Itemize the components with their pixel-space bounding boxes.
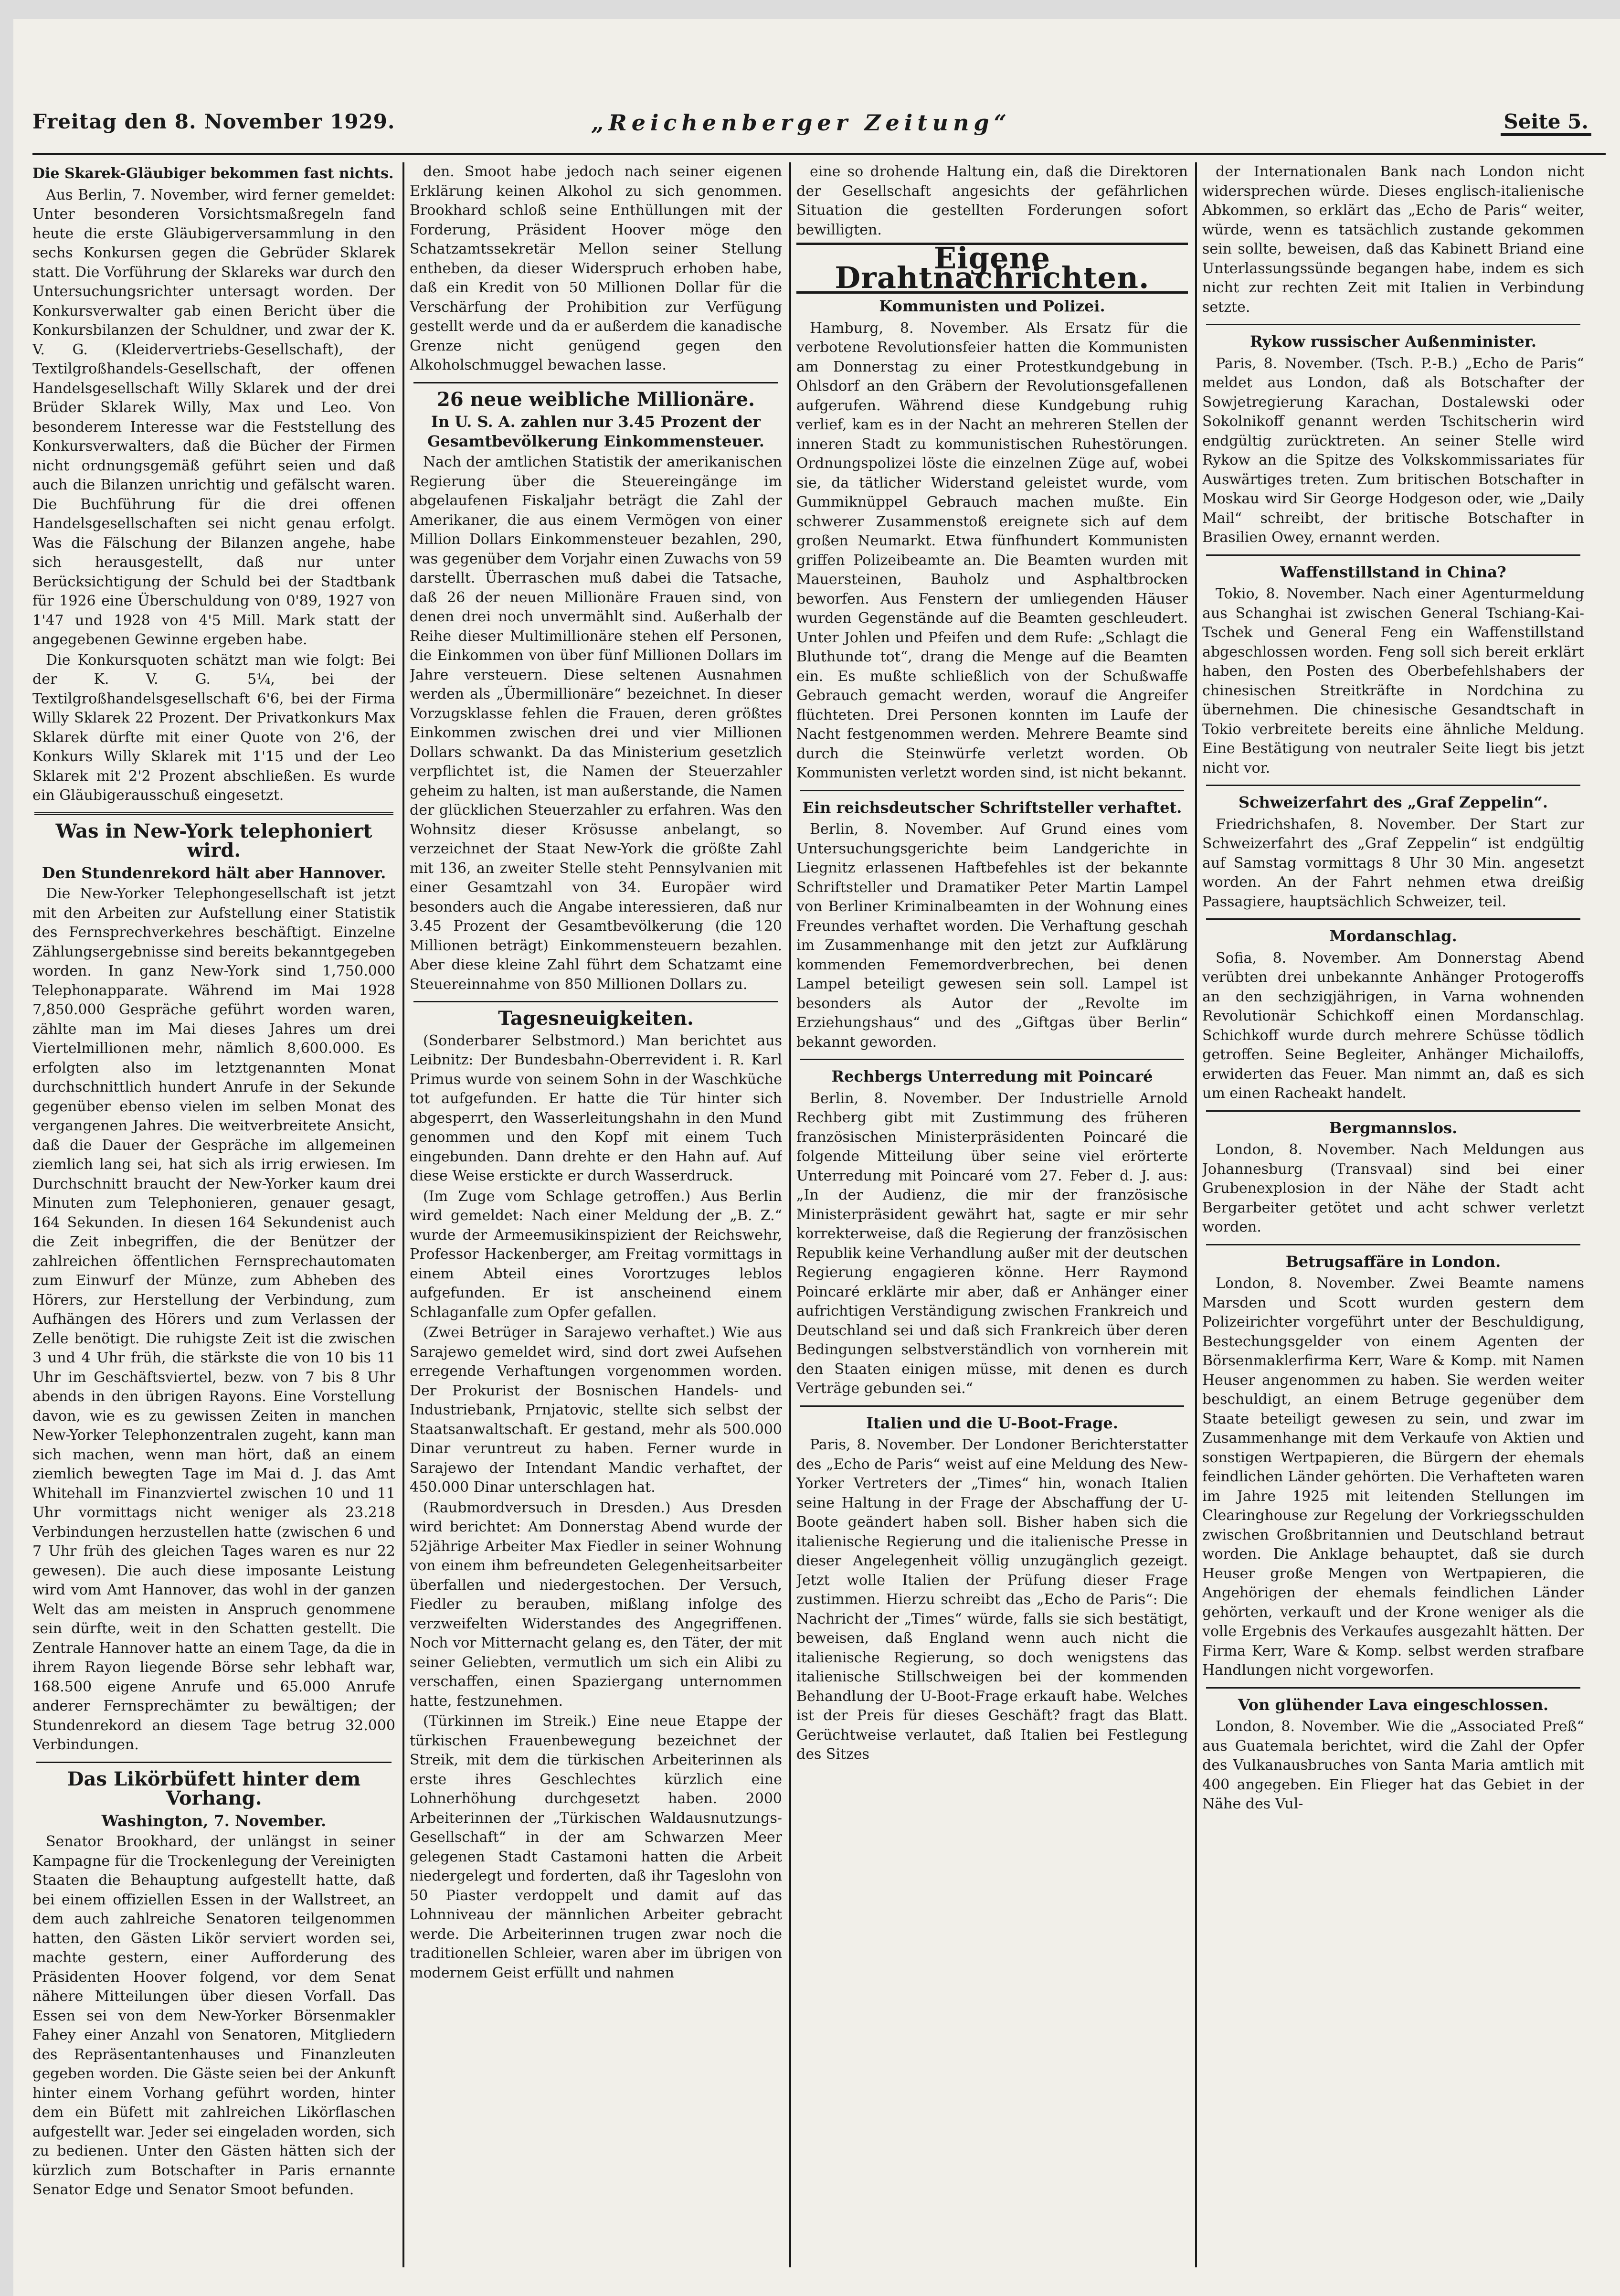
subheadline-newyork-telephone: Den Stundenrekord hält aber Hannover. [42,863,386,882]
article-betrugsaffaere: London, 8. November. Zwei Beamte namens Marsden und Scott wurden gestern dem Polizeirichter vorgeführt unter der Beschuldigung, Bestechungsgelder von einem Agenten der Börsenmaklerfirma Kerr, Ware & Komp. mit Namen Heuser angenommen zu haben. Sie werden weiter beschuldigt, an einem Betruge gegenüber dem Staate beteiligt gewesen zu sein, und zwar im Zusammenhange mit dem Verkaufe von Aktien und sonstigen Wertpapieren, die Bürgern der ehemals feindlichen Länder gehörten. Die Verhafteten waren im Jahre 1925 mit leitenden Stellungen im Clearinghouse zur Regelung der Vorkriegsschulden zwischen Großbritannien und Deutschland betraut worden. Die Anklage behauptet, daß sie durch Heuser große Mengen von Wertpapieren, die Angehörigen der ehemals feindlichen Länder gehörten, verkauft und der Krone weniger als die volle Ergebnis des Verkaufes ausgezahlt hätten. Der Firma Kerr, Ware & Komp. selbst werden strafbare Handlungen nicht vorgeworfen. [1202,1275,1584,1679]
column-rule [402,162,404,2267]
news-schlaganfall: (Im Zuge vom Schlage getroffen.) Aus Berlin wird gemeldet: Nach einer Meldung der „B. Z.“ wurde der Armeemusikinspizient der Reichswehr, Professor Hackenberger, am Freitag vormittags in einem Abteil eines Vorortzuges leblos aufgefunden. Er ist anscheinend einem Schlaganfalle zum Opfer gefallen. [410,1188,782,1321]
separator [1206,1687,1580,1689]
separator [413,382,778,383]
headline-rykow: Rykow russischer Außenminister. [1250,332,1536,351]
newspaper-page [13,19,1620,2296]
headline-lava: Von glühender Lava eingeschlossen. [1238,1695,1549,1714]
article-waffenstillstand: Tokio, 8. November. Nach einer Agenturmeldung aus Schanghai ist zwischen General Tschiang-Kai-Tschek und General Feng ein Waffenstillstand abgeschlossen worden. Feng soll sich bereit erklärt haben, den Posten des Oberbefehlshabers der chinesischen Streitkräfte in Nordchina zu übernehmen. Die chinesische Gesandtschaft in Tokio verbreitete bereits eine ähnliche Meldung. Eine Bestätigung von neutraler Seite liegt bis jetzt nicht vor. [1202,585,1584,776]
column-1 [32,162,395,2267]
article-newyork-telephone: Die New-Yorker Telephongesellschaft ist jetzt mit den Arbeiten zur Aufstellung einer Statistik des Fernsprechverkehres beschäftigt. Einzelne Zählungsergebnisse sind bereits bekanntgegeben worden. In ganz New-York sind 1,750.000 Telephonapparate. Während im Mai 1928 7,850.000 Gespräche geführt worden waren, zählte man im Mai dieses Jahres um drei Viertelmillionen mehr, nämlich 8,600.000. Es erfolgten also im letztgenannten Monat durchschnittlich hundert Anrufe in der Sekunde gegenüber ebenso vielen im selben Monat des vergangenen Jahres. Die weitverbreitete Ansicht, daß die Dauer der Gespräche im allgemeinen ziemlich lang sei, hat sich als irrig erwiesen. Im Durchschnitt braucht der New-Yorker kaum drei Minuten zum Telephonieren, genauer gesagt, 164 Sekunden. In diesen 164 Sekundenist auch die Zeit inbegriffen, die der Benützer der zahlreichen öffentlichen Fernsprechautomaten zum Einwurf der Münze, zum Abheben des Hörers, zur Herstellung der Verbindung, zum Aufhängen des Hörers und zum Verlassen der Zelle benötigt. Die ruhigste Zeit ist die zwischen 3 und 4 Uhr früh, die stärkste die von 10 bis 11 Uhr im Geschäftsviertel, bezw. von 7 bis 8 Uhr abends in den übrigen Rayons. Eine Vorstellung davon, wie es zu gewissen Zeiten in manchen New-Yorker Telephonzentralen zugeht, kann man sich machen, wenn man hört, daß an einem ziemlich bewegten Tage im Mai d. J. das Amt Whitehall im Finanzviertel zwischen 10 und 11 Uhr vormittags nicht weniger als 23.218 Verbindungen herzustellen hatte (zwischen 6 und 7 Uhr früh des gleichen Tages waren es nur 22 gewesen). Die auch diese imposante Leistung wird vom Amt Hannover, das wohl in der ganzen Welt das am meisten in Anspruch genommene sein dürfte, weit in den Schatten gestellt. Die Zentrale Hannover hatte an einem Tage, da die in ihrem Rayon liegende Börse sehr lebhaft war, 168.500 eigene Anrufe und 65.000 Anrufe anderer Fernsprechämter zu bewältigen; der Stundenrekord an diesem Tage betrug 32.000 Verbindungen. [32,885,395,1753]
article-lava: London, 8. November. Wie die „Associated Preß“ aus Guatemala berichtet, wird die Zahl der Opfer des Vulkanausbruches von Santa Maria amtlich mit 400 angegeben. Ein Flieger hat das Gebiet in der Nähe des Vul- [1202,1718,1584,1812]
separator [36,1762,392,1763]
column-4 [1202,162,1584,2267]
separator [1206,554,1580,556]
headline-mordanschlag: Mordanschlag. [1329,927,1457,945]
column-rule [1195,162,1197,2267]
column-3 [796,162,1188,2267]
headline-bergmannslos: Bergmannslos. [1329,1118,1458,1137]
article-likoerbuefett: Senator Brookhard, der unlängst in seiner Kampagne für die Trockenlegung der Vereinigten Staaten die Behauptung aufgestellt hatte, daß bei einem offiziellen Essen in der Wallstreet, an dem auch zahlreiche Senatoren teilgenommen hatten, den Gästen Likör serviert worden sei, machte gestern, einer Aufforderung des Präsidenten Hoover folgend, vor dem Senat nähere Mitteilungen über diesen Vorfall. Das Essen sei von dem New-Yorker Börsenmakler Fahey einer Anzahl von Senatoren, Mitgliedern des Repräsentantenhauses und Finanzleuten gegeben worden. Die Gäste seien bei der Ankunft hinter einem Vorhang geführt worden, hinter dem ein Büfett mit zahlreichen Likörflaschen aufgestellt war. Jeder sei eingeladen worden, sich zu bedienen. Unter den Gästen hätten sich der kürzlich zum Botschafter in Paris ernannte Senator Edge und Senator Smoot befunden. [32,1833,395,2198]
article-bergmannslos: London, 8. November. Nach Meldungen aus Johannesburg (Transvaal) sind bei einer Grubenexplosion in der Nähe der Stadt acht Bergarbeiter getötet und acht schwer verletzt worden. [1202,1141,1584,1235]
article-likoerbuefett-cont: den. Smoot habe jedoch nach seiner eigenen Erklärung keinen Alkohol zu sich genommen. Brookhard schloß seine Enthüllungen mit der Forderung, Präsident Hoover möge den Schatzamtssekretär Mellon seiner Stellung entheben, da dieser Widerspruch erhoben habe, daß ein Kredit von 50 Millionen Dollar für die Verschärfung der Prohibition zur Verfügung gestellt werde und da er außerdem die kanadische Grenze nicht genügend gegen den Alkoholschmuggel bewachen lasse. [410,163,782,373]
news-tuerkinnen: (Türkinnen im Streik.) Eine neue Etappe der türkischen Frauenbewegung bezeichnet der Streik, mit dem die türkischen Arbeiterinnen als erste ihres Geschlechtes kürzlich eine Lohnerhöhung durchgesetzt haben. 2000 Arbeiterinnen der „Türkischen Waldausnutzungs-Gesellschaft“ in der am Schwarzen Meer gelegenen Stadt Castamoni hatten die Arbeit niedergelegt und forderten, daß ihr Tageslohn von 50 Piaster verdoppelt und damit auf das Lohnniveau der männlichen Arbeiter gebracht werde. Die Arbeiterinnen trugen zwar noch die traditionellen Schleier, waren aber im übrigen von modernem Geist erfüllt und nahmen [410,1713,782,1981]
separator [1206,918,1580,920]
header-rule [32,153,1606,155]
article-rechberg: Berlin, 8. November. Der Industrielle Arnold Rechberg gibt mit Zustimmung des früheren französischen Ministerpräsidenten Poincaré die folgende Mitteilung über seine viel erörterte Unterredung mit Poincaré vom 27. Feber d. J. aus: „In der Audienz, die mir der französische Ministerpräsident gewährt hat, sagte er mir sehr korrekterweise, daß die Regierung der französischen Republik keine Verhandlung außer mit der deutschen Regierung engagieren könne. Herr Raymond Poincaré erklärte mir aber, daß er Anhänger einer aufrichtigen Verständigung zwischen Frankreich und Deutschland sei und daß sich Frankreich über deren Bedingungen selbstverständlich von vornherein mit den Staaten einigen müsse, mit denen es durch Verträge gebunden sei.“ [796,1090,1188,1397]
news-tuerkinnen-cont: eine so drohende Haltung ein, daß die Direktoren der Gesellschaft angesichts der gefährlichen Situation die gestellten Forderungen sofort bewilligten. [796,163,1188,238]
page-header [32,110,1610,148]
column-rule [789,162,791,2267]
separator [34,812,393,815]
page-number: Seite 5. [1501,110,1591,136]
separator [1206,1110,1580,1112]
separator [1206,785,1580,786]
headline-newyork-telephone: Was in New-York telephoniert wird. [55,819,372,861]
article-italien-uboot: Paris, 8. November. Der Londoner Berichterstatter des „Echo de Paris“ weist auf eine Meldung des New-Yorker Vertreters der „Times“ hin, wonach Italien seine Haltung in der Frage der Abschaffung der U-Boote geändert haben soll. Bisher haben sich die italienische Regierung und die italienische Presse in dieser Angelegenheit völlig unzugänglich gezeigt. Jetzt wolle Italien der Prüfung dieser Frage zustimmen. Hierzu schreibt das „Echo de Paris“: Die Nachricht der „Times“ würde, falls sie sich bestätigt, beweisen, daß England wenn auch nicht die italienische Regierung, so doch wenigstens das italienische Stillschweigen bei der kommenden Behandlung der U-Boot-Frage erkauft habe. Welches ist der Preis für dieses Geschäft? fragt das Blatt. Gerüchtweise verlautet, daß Italien bei Festlegung des Sitzes [796,1436,1188,1763]
article-zeppelin: Friedrichshafen, 8. November. Der Start zur Schweizerfahrt des „Graf Zeppelin“ ist endgültig auf Samstag vormittags 8 Uhr 30 Min. angesetzt worden. An der Fahrt nehmen etwa dreißig Passagiere, hauptsächlich Schweizer, teil. [1202,816,1584,910]
article-millionaere: Nach der amtlichen Statistik der amerikanischen Regierung über die Steuereingänge im abgelaufenen Fiskaljahr beträgt die Zahl der Amerikaner, die aus einem Vermögen von einer Million Dollars Einkommensteuer bezahlen, 290, was gegenüber dem Vorjahr einen Zuwachs von 59 darstellt. Überraschen muß dabei die Tatsache, daß 26 der neuen Millionäre Frauen sind, von denen drei noch unvermählt sind. Außerhalb der Reihe dieser Multimillionäre stehen elf Personen, die Einkommen von über fünf Millionen Dollars im Jahre versteuern. Diese seltenen Ausnahmen werden als „Übermillionäre“ bezeichnet. In dieser Vorzugsklasse fehlen die Frauen, deren größtes Einkommen zwischen drei und vier Millionen Dollars schwankt. Da das Ministerium gesetzlich verpflichtet ist, die Namen der Steuerzahler geheim zu halten, ist man außerstande, die Namen der glücklichen Steuerzahler zu erfahren. Was den Wohnsitz dieser Krösusse anbelangt, so verzeichnet der Staat New-York die größte Zahl mit 136, an zweiter Stelle steht Pennsylvanien mit einer Gesamtzahl von 34. Europäer wird besonders auch die Angabe interessieren, daß nur 3.45 Prozent der Gesamtbevölkerung (die 120 Millionen beträgt) Einkommensteuern bezahlen. Aber diese kleine Zahl führt dem Schatzamt eine Steuereinnahme von 850 Millionen Dollars zu. [410,454,782,993]
article-kommunisten: Hamburg, 8. November. Als Ersatz für die verbotene Revolutionsfeier hatten die Kommunisten am Donnerstag zu einer Protestkundgebung in Ohlsdorf an den Gräbern der Revolutionsgefallenen aufgerufen. Während diese Kundgebung ruhig verlief, kam es in der Nacht an mehreren Stellen der inneren Stadt zu kommunistischen Ruhestörungen. Ordnungspolizei löste die einzelnen Züge auf, wobei sie, da tätlicher Widerstand geleistet wurde, vom Gummiknüppel Gebrauch machen mußte. Ein schwerer Zusammenstoß ereignete sich auf dem großen Neumarkt. Etwa fünfhundert Kommunisten griffen Polizeibeamte an. Die Beamten wurden mit Mauersteinen, Bauholz und Asphaltbrocken beworfen. Aus Fenstern der umliegenden Häuser wurden Gegenstände auf die Beamten geschleudert. Unter Johlen und Pfeifen und dem Rufe: „Schlagt die Bluthunde tot“, drang die Menge auf die Beamten ein. Es mußte schließlich von der Schußwaffe Gebrauch gemacht werden, worauf die Angreifer flüchteten. Drei Personen konnten im Laufe der Nacht festgenommen werden. Mehrere Beamte sind durch die Steinwürfe verletzt worden. Ob Kommunisten verletzt worden sind, ist nicht bekannt. [796,319,1188,781]
headline-likoerbuefett: Das Likörbüfett hinter dem Vorhang. [67,1767,361,1809]
column-2 [410,162,782,2267]
masthead: „Reichenberger Zeitung“ [591,110,1012,136]
headline-schriftsteller: Ein reichsdeutscher Schriftsteller verhaftet. [802,798,1182,817]
headline-rechberg: Rechbergs Unterredung mit Poincaré [831,1067,1153,1085]
article-sklarek-p1: Aus Berlin, 7. November, wird ferner gemeldet: Unter besonderen Vorsichtsmaßregeln fand heute die erste Gläubigerversammlung in den sechs Konkursen gegen die Gebrüder Sklarek statt. Die Vorführung der Sklareks war durch den Untersuchungsrichter untersagt worden. Der Konkursverwalter gab einen Bericht über die Konkursbilanzen der Schuldner, und zwar der K. V. G. (Kleidervertriebs-Gesellschaft), der Textilgroßhandels-Gesellschaft, der offenen Handelsgesellschaft Willy Sklarek und der drei Brüder Sklarek Willy, Max und Leo. Von besonderem Interesse war die Feststellung des Konkursverwalters, daß die Bücher der Firmen nicht ordnungsgemäß geführt seien und daß auch die Bilanzen unrichtig und gefälscht waren. Die Buchführung für die drei offenen Handelsgesellschaften sei nicht genau erfolgt. Was die Fälschung der Bilanzen angehe, habe sich herausgestellt, daß nur unter Berücksichtigung der Schuld bei der Stadtbank für 1926 eine Überschuldung von 0'89, 1927 von 1'47 und 1928 von 4'5 Mill. Mark statt der angegebenen Gewinne ergeben habe. [32,186,395,648]
article-rykow: Paris, 8. November. (Tsch. P.-B.) „Echo de Paris“ meldet aus London, daß als Botschafter der Sowjetregierung Karachan, Dostalewski oder Sokolnikoff genannt werden Tschitscherin wird endgültig zurücktreten. An seiner Stelle wird Rykow an die Spitze des Volkskommissariates für Auswärtiges treten. Zum britischen Botschafter in Moskau wird Sir George Hodgeson oder, wie „Daily Mail“ schreibt, der britische Botschafter in Brasilien Owey, ernannt werden. [1202,355,1584,546]
headline-kommunisten: Kommunisten und Polizei. [879,297,1105,315]
article-sklarek-p2: Die Konkursquoten schätzt man wie folgt: Bei der K. V. G. 5¼, bei der Textilgroßhandelsgesellschaft 6'6, bei der Firma Willy Sklarek 22 Prozent. Der Privatkonkurs Max Sklarek dürfte mit einer Quote von 2'6, der Konkurs Willy Sklarek mit 1'15 und der Leo Sklarek mit 2'2 Prozent abschließen. Es wurde ein Gläubigerausschuß eingesetzt. [32,651,395,804]
headline-zeppelin: Schweizerfahrt des „Graf Zeppelin“. [1239,793,1548,811]
news-selbstmord: (Sonderbarer Selbstmord.) Man berichtet aus Leibnitz: Der Bundesbahn-Oberrevident i. R. Karl Primus wurde von seinem Sohn in der Waschküche tot aufgefunden. Er hatte die Tür hinter sich abgesperrt, den Wasserleitungshahn in den Mund genommen und den Kopf mit einem Tuch eingebunden. Dann drehte er den Hahn auf. Auf diese Weise erstickte er durch Wasserdruck. [410,1032,782,1184]
separator [800,790,1184,791]
headline-millionaere: 26 neue weibliche Millionäre. [436,388,755,411]
dateline-washington: Washington, 7. November. [101,1811,327,1830]
news-sarajewo: (Zwei Betrüger in Sarajewo verhaftet.) Wie aus Sarajewo gemeldet wird, sind dort zwei Aufsehen erregende Verhaftungen vorgenommen worden. Der Prokurist der Bosnischen Handels- und Industriebank, Prnjatovic, stellte sich selbst der Staatsanwaltschaft. Er gestand, mehr als 500.000 Dinar veruntreut zu haben. Ferner wurde in Sarajewo der Intendant Mandic verhaftet, der 450.000 Dinar unterschlagen hat. [410,1324,782,1496]
article-italien-uboot-cont: der Internationalen Bank nach London nicht widersprechen würde. Dieses englisch-italienische Abkommen, so erklärt das „Echo de Paris“ weiter, würde, wenn es tatsächlich zustande gekommen sein sollte, beweisen, daß das Kabinett Briand eine Unterlassungssünde begangen habe, indem es sich nicht zur rechten Zeit mit Italien in Verbindung setzte. [1202,163,1584,316]
separator [800,1059,1184,1060]
headline-waffenstillstand: Waffenstillstand in China? [1280,563,1506,581]
news-dresden: (Raubmordversuch in Dresden.) Aus Dresden wird berichtet: Am Donnerstag Abend wurde der 52jährige Arbeiter Max Fiedler in seiner Wohnung von einem ihm befreundeten Gelegenheitsarbeiter überfallen und niedergestochen. Der Versuch, Fiedler zu berauben, mißlang infolge des verzweifelten Widerstandes des Angegriffenen. Noch vor Mitternacht gelang es, den Täter, der mit seiner Geliebten, vermutlich um sich ein Alibi zu verschaffen, einen Spaziergang unternommen hatte, festzunehmen. [410,1499,782,1710]
headline-betrugsaffaere: Betrugsaffäre in London. [1285,1252,1501,1271]
article-mordanschlag: Sofia, 8. November. Am Donnerstag Abend verübten drei unbekannte Anhänger Protogeroffs an den sechzigjährigen, in Varna wohnenden Revolutionär Schichkoff einen Mordanschlag. Schichkoff wurde durch mehrere Schüsse tödlich getroffen. Seine Begleiter, Anhänger Michailoffs, erwiderten das Feuer. Man nimmt an, daß es sich um einen Racheakt handelt. [1202,949,1584,1102]
separator [1206,1244,1580,1245]
headline-italien-uboot: Italien und die U-Boot-Frage. [866,1414,1118,1432]
subheadline-millionaere: In U. S. A. zahlen nur 3.45 Prozent der Gesamtbevölkerung Einkommensteuer. [427,413,764,450]
headline-tagesneuigkeiten: Tagesneuigkeiten. [498,1007,694,1030]
separator [1206,324,1580,325]
section-title-drahtnachrichten: Eigene Drahtnachrichten. [796,243,1188,294]
issue-date: Freitag den 8. November 1929. [32,110,395,133]
separator [413,1001,778,1002]
headline-sklarek: Die Skarek-Gläubiger bekommen fast nichts. [32,165,394,182]
separator [800,1405,1184,1407]
article-schriftsteller: Berlin, 8. November. Auf Grund eines vom Untersuchungsgerichte beim Landgerichte in Liegnitz erlassenen Haftbefehles ist der bekannte Schriftsteller und Dramatiker Peter Martin Lampel von Berliner Kriminalbeamten in der Wohnung eines Freundes verhaftet worden. Die Verhaftung geschah im Zusammenhange mit den jetzt zur Aufklärung kommenden Fememordverbrechen, bei denen Lampel beteiligt gewesen sein soll. Lampel ist besonders als Autor der „Revolte im Erziehungshaus“ und des „Giftgas über Berlin“ bekannt geworden. [796,821,1188,1051]
